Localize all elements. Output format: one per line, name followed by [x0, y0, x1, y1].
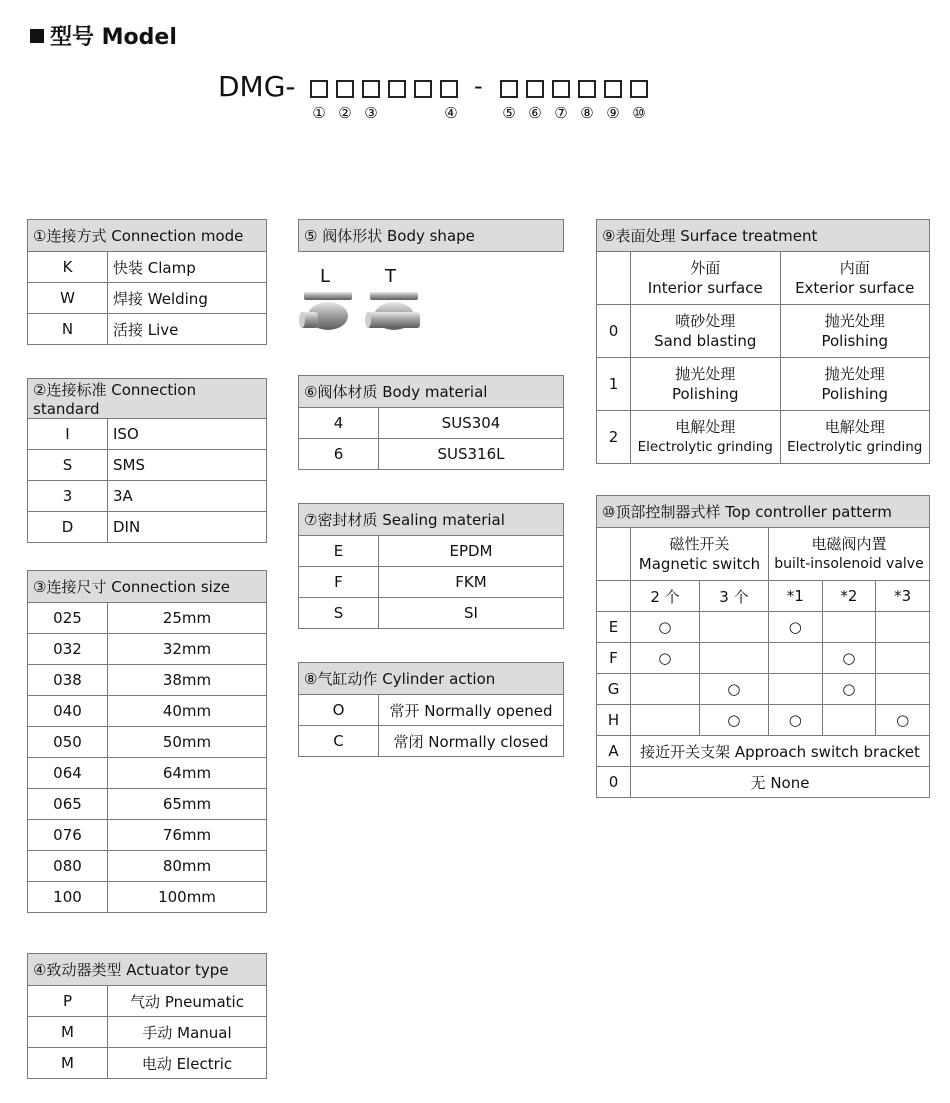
code-box: [500, 80, 518, 98]
table-header: ①连接方式 Connection mode: [28, 220, 267, 252]
table-row: 2 个 3 个 *1 *2 *3: [597, 581, 930, 612]
table-row: I ISO: [28, 419, 267, 450]
table-row: 1 抛光处理 Polishing 抛光处理 Polishing: [597, 358, 930, 411]
section-title: 型号 Model: [30, 20, 177, 51]
table-row: C 常闭 Normally closed: [299, 726, 564, 757]
table-row: 外面 Interior surface 内面 Exterior surface: [597, 252, 930, 305]
cylinder-action-table: [298, 662, 564, 757]
surface-treatment-table: [596, 219, 930, 464]
table-row: 0 无 None: [597, 767, 930, 798]
table-row: 064 64mm: [28, 758, 267, 789]
table-row: 4 SUS304: [299, 408, 564, 439]
table-row: 080 80mm: [28, 851, 267, 882]
code-number: ⑧: [580, 104, 594, 122]
body-shape-table: [298, 219, 564, 252]
table-header: ⑦密封材质 Sealing material: [299, 504, 564, 536]
code-box: [552, 80, 570, 98]
table-header: ⑧气缸动作 Cylinder action: [299, 663, 564, 695]
code-number: ⑤: [502, 104, 516, 122]
table-row: A 接近开关支架 Approach switch bracket: [597, 736, 930, 767]
table-row: F FKM: [299, 567, 564, 598]
table-row: 100 100mm: [28, 882, 267, 913]
table-row: 3 3A: [28, 481, 267, 512]
table-row: 2 电解处理 Electrolytic grinding 电解处理 Electrolytic grinding: [597, 411, 930, 464]
code-number: ⑦: [554, 104, 568, 122]
table-row: 076 76mm: [28, 820, 267, 851]
code-box: [388, 80, 406, 98]
actuator-type-table: [27, 953, 267, 1079]
table-header: ⑨表面处理 Surface treatment: [597, 220, 930, 252]
table-header: ②连接标准 Connection standard: [28, 379, 267, 419]
table-row: M 手动 Manual: [28, 1017, 267, 1048]
table-row: W 焊接 Welding: [28, 283, 267, 314]
table-row: 040 40mm: [28, 696, 267, 727]
square-bullet-icon: [30, 29, 44, 43]
table-header: ③连接尺寸 Connection size: [28, 571, 267, 603]
table-row: 065 65mm: [28, 789, 267, 820]
code-box: [630, 80, 648, 98]
table-row: N 活接 Live: [28, 314, 267, 345]
shape-label-l: L: [320, 266, 331, 287]
table-row: P 气动 Pneumatic: [28, 986, 267, 1017]
table-row: 025 25mm: [28, 603, 267, 634]
code-number: ④: [444, 104, 458, 122]
code-number: ⑨: [606, 104, 620, 122]
code-number: ②: [338, 104, 352, 122]
code-number: ⑥: [528, 104, 542, 122]
code-box: [440, 80, 458, 98]
code-box: [526, 80, 544, 98]
code-number: ①: [312, 104, 326, 122]
code-box: [310, 80, 328, 98]
valve-body-images: [298, 290, 428, 340]
table-row: 032 32mm: [28, 634, 267, 665]
table-row: S SI: [299, 598, 564, 629]
code-box: [604, 80, 622, 98]
table-row: 0 喷砂处理 Sand blasting 抛光处理 Polishing: [597, 305, 930, 358]
table-row: E EPDM: [299, 536, 564, 567]
table-row: M 电动 Electric: [28, 1048, 267, 1079]
table-header: ⑩顶部控制器式样 Top controller patterm: [597, 496, 930, 528]
table-row: E ○ ○: [597, 612, 930, 643]
t-shape-valve-icon: [365, 292, 420, 330]
sealing-material-table: [298, 503, 564, 629]
code-dash: -: [474, 72, 483, 100]
table-header: ④致动器类型 Actuator type: [28, 954, 267, 986]
table-row: K 快装 Clamp: [28, 252, 267, 283]
connection-size-table: [27, 570, 267, 913]
table-row: G ○ ○: [597, 674, 930, 705]
code-box: [336, 80, 354, 98]
table-header: ⑥阀体材质 Body material: [299, 376, 564, 408]
code-number: ③: [364, 104, 378, 122]
code-number: ⑩: [632, 104, 646, 122]
table-row: 050 50mm: [28, 727, 267, 758]
table-row: 磁性开关 Magnetic switch 电磁阀内置 built-insolenoid valve: [597, 528, 930, 581]
code-box: [578, 80, 596, 98]
top-controller-table: [596, 495, 930, 798]
table-row: F ○ ○: [597, 643, 930, 674]
l-shape-valve-icon: [299, 292, 352, 330]
table-header: ⑤ 阀体形状 Body shape: [299, 220, 564, 252]
shape-label-t: T: [385, 266, 396, 287]
table-row: S SMS: [28, 450, 267, 481]
code-box: [362, 80, 380, 98]
table-row: 6 SUS316L: [299, 439, 564, 470]
code-box: [414, 80, 432, 98]
connection-mode-table: [27, 219, 267, 345]
table-row: H ○ ○ ○: [597, 705, 930, 736]
body-material-table: [298, 375, 564, 470]
model-code-prefix: DMG-: [218, 70, 296, 103]
table-row: D DIN: [28, 512, 267, 543]
table-row: O 常开 Normally opened: [299, 695, 564, 726]
table-row: 038 38mm: [28, 665, 267, 696]
connection-standard-table: [27, 378, 267, 543]
